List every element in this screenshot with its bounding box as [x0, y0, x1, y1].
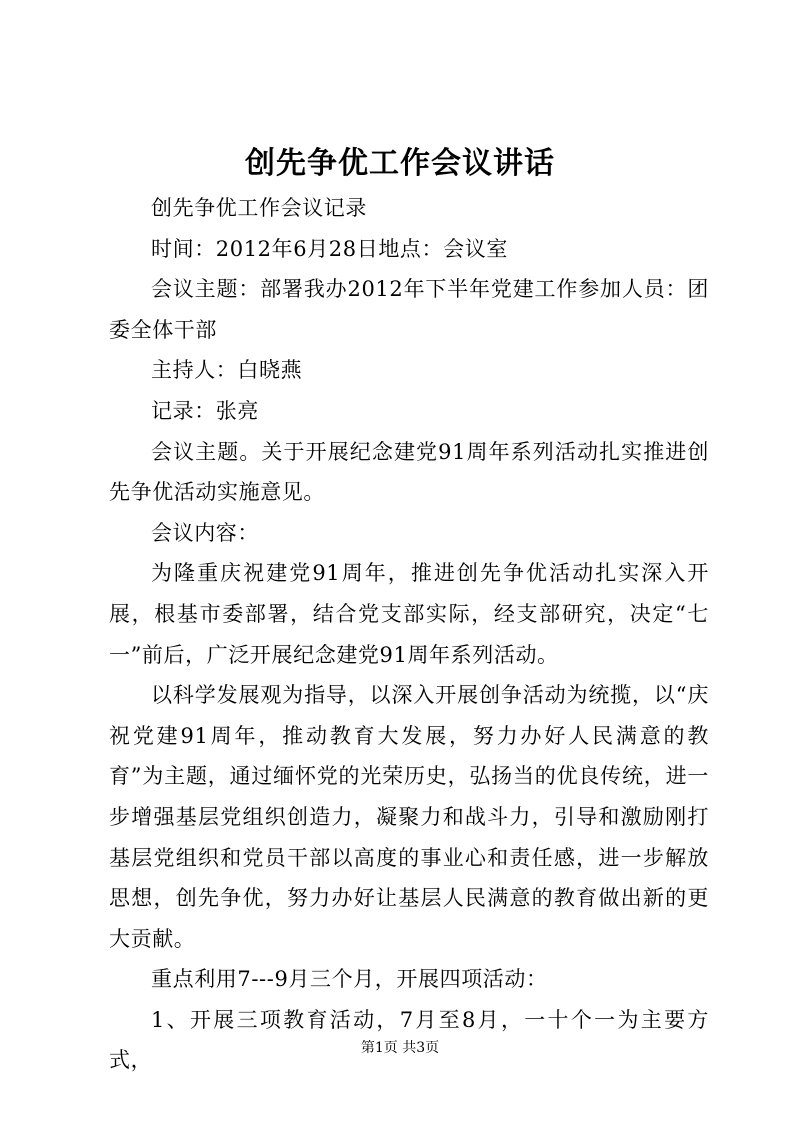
- paragraph-recorder: 记录：张亮: [151, 398, 259, 423]
- paragraph-celebration: 为隆重庆祝建党91周年，推进创先争优活动扎实深入开展，根基市委部署，结合党支部实际，经支部研究，决定“七一”前后，广泛开展纪念建党91周年系列活动。: [109, 561, 709, 667]
- paragraph-subject: 会议主题。关于开展纪念建党91周年系列活动扎实推进创先争优活动实施意见。: [109, 439, 709, 505]
- paragraph-time-location: 时间：2012年6月28日地点：会议室: [151, 236, 508, 261]
- paragraph-host: 主持人：白晓燕: [151, 358, 303, 383]
- document-title: 创先争优工作会议讲话: [245, 146, 555, 181]
- paragraph-activity-one: 1、开展三项教育活动，7月至8月，一十个一为主要方式，: [109, 1007, 709, 1073]
- paragraph-guidance: 以科学发展观为指导，以深入开展创争活动为统揽，以“庆祝党建91周年，推动教育大发展，努力办好人民满意的教育”为主题，通过缅怀党的光荣历史，弘扬当的优良传统，进一步增强基层党组织创造力，凝聚力和战斗力，引导和激励刚打基层党组织和党员干部以高度的事业心和责任感，进一步解放思想，创先争优，努力办好让基层人民满意的教育做出新的更大贡献。: [109, 683, 709, 951]
- paragraph-meeting-theme: 会议主题：部署我办2012年下半年党建工作参加人员：团委全体干部: [109, 277, 709, 342]
- page-footer: 第1页 共3页: [360, 1040, 440, 1056]
- paragraph-schedule: 重点利用7---9月三个月，开展四项活动：: [151, 967, 548, 992]
- paragraph-meeting-record: 创先争优工作会议记录: [151, 196, 367, 220]
- paragraph-content-heading: 会议内容：: [151, 520, 259, 545]
- document-body: [109, 188, 709, 1081]
